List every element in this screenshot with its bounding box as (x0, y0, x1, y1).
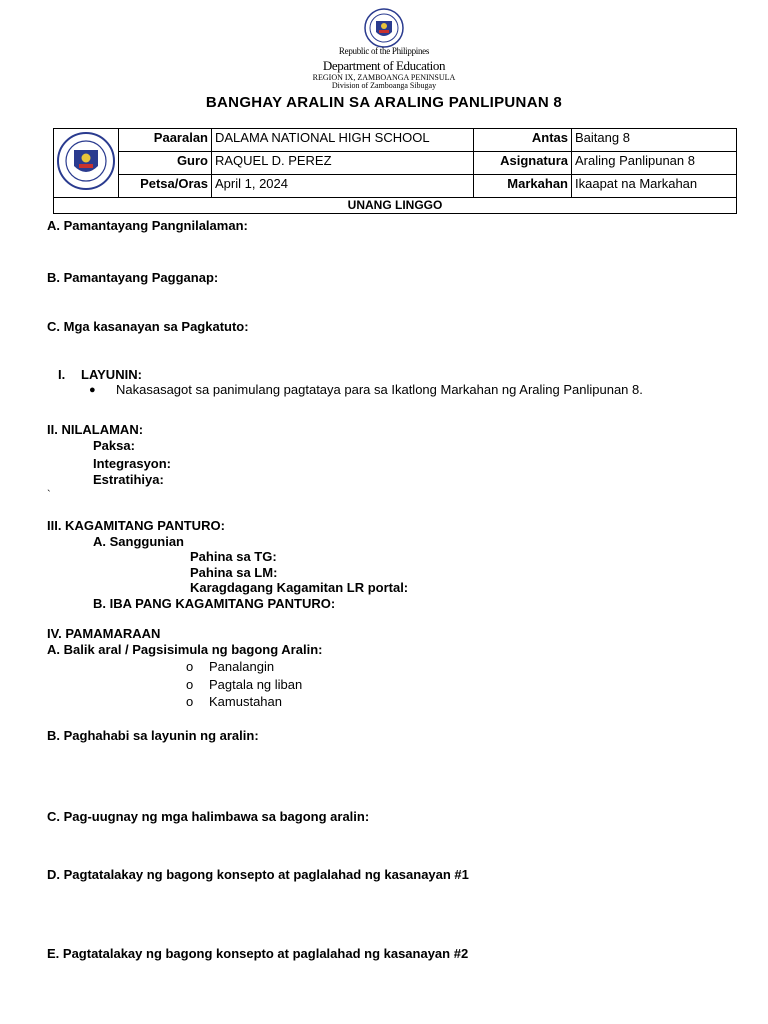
info-table (53, 128, 737, 214)
sanggunian-label: A. Sanggunian (93, 534, 184, 549)
deped-seal-icon (56, 131, 116, 191)
petsa-value: April 1, 2024 (212, 175, 474, 198)
antas-value: Baitang 8 (572, 129, 737, 152)
kagamitan-heading: III. KAGAMITANG PANTURO: (47, 518, 225, 533)
karagdagang-label: Karagdagang Kagamitan LR portal: (190, 580, 409, 595)
pagtatalakay1-heading: D. Pagtatalakay ng bagong konsepto at paglalahad ng kasanayan #1 (47, 867, 469, 882)
kamustahan-item: Kamustahan (209, 694, 282, 709)
balik-aral-heading: A. Balik aral / Pagsisimula ng bagong Aralin: (47, 642, 323, 657)
guro-value: RAQUEL D. PEREZ (212, 152, 474, 175)
table-seal-cell (54, 129, 119, 198)
section-a-heading: A. Pamantayang Pangnilalaman: (47, 218, 248, 233)
layunin-heading: LAYUNIN: (81, 367, 142, 382)
deped-seal-icon (364, 8, 404, 48)
antas-label: Antas (474, 129, 572, 152)
paaralan-label: Paaralan (119, 129, 212, 152)
stray-mark: ` (47, 489, 51, 501)
petsa-label: Petsa/Oras (119, 175, 212, 198)
sub-bullet-icon: o (186, 659, 194, 674)
department-label: Department of Education (322, 58, 446, 73)
pagtatalakay2-heading: E. Pagtatalakay ng bagong konsepto at paglalahad ng kasanayan #2 (47, 946, 469, 961)
pahina-lm-label: Pahina sa LM: (190, 565, 278, 580)
sub-bullet-icon: o (186, 694, 194, 709)
republic-label: Republic of the Philippines (338, 46, 430, 56)
markahan-value: Ikaapat na Markahan (572, 175, 737, 198)
layunin-number: I. (58, 367, 66, 382)
pahina-tg-label: Pahina sa TG: (190, 549, 277, 564)
section-c-heading: C. Mga kasanayan sa Pagkatuto: (47, 319, 249, 334)
week-label: UNANG LINGGO (54, 198, 737, 214)
division-label: Division of Zamboanga Sibugay (331, 81, 437, 90)
sub-bullet-icon: o (186, 677, 194, 692)
guro-label: Guro (119, 152, 212, 175)
section-b-heading: B. Pamantayang Pagganap: (47, 270, 219, 285)
page-title: BANGHAY ARALIN SA ARALING PANLIPUNAN 8 (205, 94, 563, 111)
estratihiya-label: Estratihiya: (93, 472, 164, 487)
region-label: REGION IX, ZAMBOANGA PENINSULA (312, 73, 456, 82)
pamamaraan-heading: IV. PAMAMARAAN (47, 626, 161, 641)
integrasyon-label: Integrasyon: (93, 456, 172, 471)
paguugnay-heading: C. Pag-uugnay ng mga halimbawa sa bagong aralin: (47, 809, 370, 824)
bullet-icon: ● (89, 384, 96, 396)
paksa-label: Paksa: (93, 438, 135, 453)
nilalaman-heading: II. NILALAMAN: (47, 422, 144, 437)
asignatura-label: Asignatura (474, 152, 572, 175)
panalangin-item: Panalangin (209, 659, 275, 674)
pagtala-item: Pagtala ng liban (209, 677, 303, 692)
asignatura-value: Araling Panlipunan 8 (572, 152, 737, 175)
paaralan-value: DALAMA NATIONAL HIGH SCHOOL (212, 129, 474, 152)
layunin-item: Nakasasagot sa panimulang pagtataya para sa Ikatlong Markahan ng Araling Panlipunan 8. (116, 382, 643, 397)
iba-pang-label: B. IBA PANG KAGAMITANG PANTURO: (93, 596, 336, 611)
paghahabi-heading: B. Paghahabi sa layunin ng aralin: (47, 728, 259, 743)
markahan-label: Markahan (474, 175, 572, 198)
